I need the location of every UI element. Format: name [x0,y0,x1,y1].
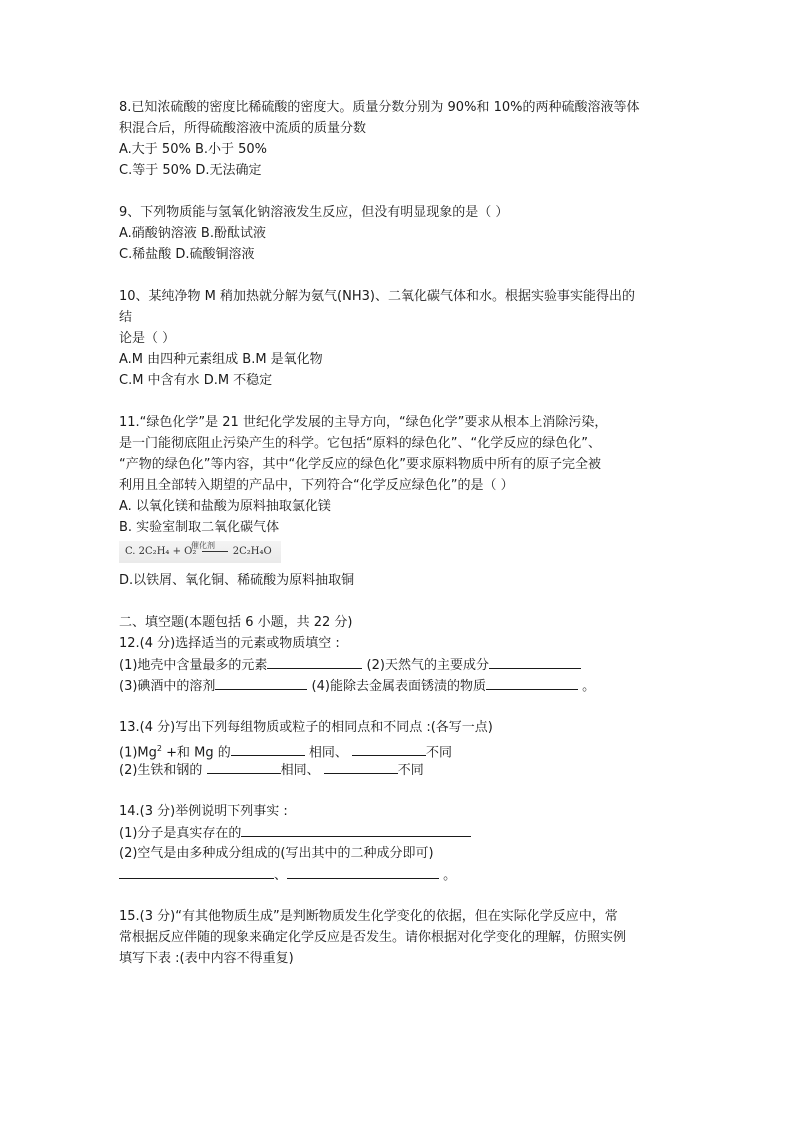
q9-options-cd: C.稀盐酸 D.硫酸铜溶液 [119,247,255,262]
blank-3[interactable] [215,675,307,690]
q12-row2: (3)碘酒中的溶剂 (4)能除去金属表面锈渍的物质 。 [119,675,679,696]
spacer [119,780,679,801]
q12-stem: 12.(4 分)选择适当的元素或物质填空 : [119,636,340,651]
blank-6[interactable] [352,741,426,756]
catalyst-label: 催化剂 [191,541,215,550]
q10-line1: 10、某纯净物 M 稍加热就分解为氨气(NH3)、二氧化碳气体和水。根据实验事实能得出的 [119,289,635,304]
q8-options-ab: A.大于 50% B.小于 50% [119,142,268,157]
q10-line3: 论是（ ） [119,331,176,346]
document-content [119,97,679,969]
q12-row1: (1)地壳中含量最多的元素 (2)天然气的主要成分 [119,654,679,675]
q10-options-ab: A.M 由四种元素组成 B.M 是氧化物 [119,352,323,367]
q11-line2: 是一门能彻底阻止污染产生的科学。它包括“原料的绿色化”、“化学反应的绿色化”、 [119,436,601,451]
q11-option-c [119,538,679,570]
spacer [119,885,679,906]
q11-option-a: A. 以氧化镁和盐酸为原料抽取氯化镁 [119,499,331,514]
blank-2[interactable] [489,654,581,669]
q15-line1: 15.(3 分)“有其他物质生成”是判断物质发生化学变化的依据，但在实际化学反应中，常 [119,909,618,924]
spacer [119,391,679,412]
q13-row2: (2)生铁和钢的 相同、 不同 [119,759,679,780]
q14-stem: 14.(3 分)举例说明下列事实 : [119,804,288,819]
blank-8[interactable] [324,759,398,774]
q10-options-cd: C.M 中含有水 D.M 不稳定 [119,373,273,388]
blank-4[interactable] [486,675,578,690]
q14-row2: (2)空气是由多种成分组成的(写出其中的二种成分即可) [119,846,434,861]
q10-line2: 结 [119,310,133,325]
spacer [119,591,679,612]
q8-options-cd: C.等于 50% D.无法确定 [119,163,262,178]
q8-line2: 积混合后，所得硫酸溶液中流质的质量分数 [119,121,367,136]
spacer [119,181,679,202]
q9-stem: 9、下列物质能与氢氧化钠溶液发生反应，但没有明显现象的是（ ） [119,205,509,220]
q14-row1: (1)分子是真实存在的 [119,822,679,843]
q14-row3: 、 。 [119,864,679,885]
section-2-title: 二、填空题(本题包括 6 小题，共 22 分) [119,615,353,630]
spacer [119,696,679,717]
q13-stem: 13.(4 分)写出下列每组物质或粒子的相同点和不同点 :(各写一点) [119,720,493,735]
q11-option-d: D.以铁屑、氧化铜、稀硫酸为原料抽取铜 [119,573,355,588]
blank-9[interactable] [241,822,471,837]
q15-line2: 常根据反应伴随的现象来确定化学反应是否发生。请你根据对化学变化的理解，仿照实例 [119,930,627,945]
reaction-equation-image: C. 2C₂H₄ + O₂ 催化剂 2C₂H₄O [119,541,281,563]
q11-line1: 11.“绿色化学”是 21 世纪化学发展的主导方向，“绿色化学”要求从根本上消除污染， [119,415,608,430]
q8-line1: 8.已知浓硫酸的密度比稀硫酸的密度大。质量分数分别为 90%和 10%的两种硫酸溶液等体 [119,100,640,115]
spacer [119,265,679,286]
q11-option-b: B. 实验室制取二氧化碳气体 [119,520,280,535]
q11-line4: 利用且全部转入期望的产品中，下列符合“化学反应绿色化”的是（ ） [119,478,514,493]
blank-11[interactable] [287,864,439,879]
q15-line3: 填写下表 :(表中内容不得重复) [119,951,294,966]
q13-row1: $(1)Mg^2$ +和 Mg 的 相同、 不同 [119,738,679,759]
blank-7[interactable] [207,759,281,774]
q11-line3: “产物的绿色化”等内容，其中“化学反应的绿色化”要求原料物质中所有的原子完全被 [119,457,601,472]
q9-options-ab: A.硝酸钠溶液 B.酚酞试液 [119,226,266,241]
blank-10[interactable] [119,864,274,879]
blank-5[interactable] [231,741,305,756]
blank-1[interactable] [267,654,362,669]
